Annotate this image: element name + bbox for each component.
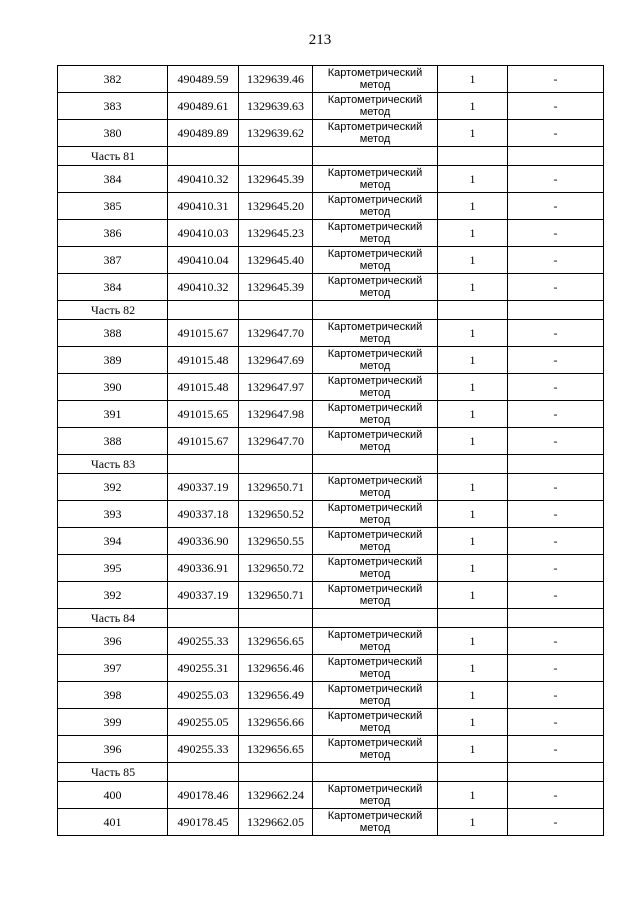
x-coordinate-cell: 491015.67 [168,320,239,347]
table-row [58,220,604,247]
table-row [58,628,604,655]
method-text-line: метод [359,668,391,680]
method-text-line: Картометрический [327,737,423,749]
method-cell [313,347,438,374]
method-text-line: метод [359,749,391,761]
part-header-row [58,301,604,320]
accuracy-cell: 1 [438,347,508,374]
empty-cell [438,455,508,474]
accuracy-cell: 1 [438,628,508,655]
point-number-cell: 394 [58,528,168,555]
part-header-row [58,455,604,474]
method-text-line: метод [359,822,391,834]
empty-cell [508,455,604,474]
table-row [58,66,604,93]
method-text-line: Картометрический [327,583,423,595]
y-coordinate-cell: 1329647.97 [239,374,313,401]
accuracy-cell: 1 [438,474,508,501]
point-number-cell: 385 [58,193,168,220]
y-coordinate-cell: 1329647.98 [239,401,313,428]
description-cell: - [508,401,604,428]
table-row [58,501,604,528]
description-cell: - [508,347,604,374]
table-row [58,347,604,374]
method-text-line: Картометрический [327,248,423,260]
x-coordinate-cell: 491015.67 [168,428,239,455]
accuracy-cell: 1 [438,166,508,193]
empty-cell [168,609,239,628]
description-cell: - [508,628,604,655]
table-row [58,582,604,609]
empty-cell [239,455,313,474]
method-text-line: метод [359,179,391,191]
x-coordinate-cell: 491015.48 [168,347,239,374]
method-text-line: Картометрический [327,810,423,822]
y-coordinate-cell: 1329645.39 [239,166,313,193]
method-text-line: метод [359,333,391,345]
empty-cell [313,301,438,320]
part-header-row [58,609,604,628]
table-row [58,428,604,455]
method-text-line: метод [359,487,391,499]
method-cell [313,401,438,428]
description-cell: - [508,528,604,555]
description-cell: - [508,274,604,301]
x-coordinate-cell: 490410.31 [168,193,239,220]
method-text-line: метод [359,287,391,299]
description-cell: - [508,474,604,501]
empty-cell [313,455,438,474]
method-cell [313,528,438,555]
empty-cell [168,455,239,474]
accuracy-cell: 1 [438,782,508,809]
method-cell [313,628,438,655]
method-cell [313,274,438,301]
description-cell: - [508,809,604,836]
x-coordinate-cell: 490336.90 [168,528,239,555]
description-cell: - [508,709,604,736]
part-label: Часть 85 [58,763,168,782]
table-row [58,166,604,193]
point-number-cell: 388 [58,320,168,347]
y-coordinate-cell: 1329650.71 [239,474,313,501]
point-number-cell: 380 [58,120,168,147]
method-cell [313,320,438,347]
method-cell [313,655,438,682]
description-cell: - [508,166,604,193]
method-text-line: Картометрический [327,321,423,333]
x-coordinate-cell: 490255.33 [168,628,239,655]
point-number-cell: 382 [58,66,168,93]
table-row [58,782,604,809]
method-text-line: Картометрический [327,167,423,179]
method-text-line: Картометрический [327,221,423,233]
accuracy-cell: 1 [438,555,508,582]
y-coordinate-cell: 1329645.40 [239,247,313,274]
accuracy-cell: 1 [438,501,508,528]
point-number-cell: 393 [58,501,168,528]
point-number-cell: 386 [58,220,168,247]
point-number-cell: 384 [58,166,168,193]
method-text-line: метод [359,133,391,145]
method-text-line: Картометрический [327,429,423,441]
description-cell: - [508,120,604,147]
method-text-line: Картометрический [327,375,423,387]
method-text-line: метод [359,233,391,245]
coordinates-table [57,65,604,836]
accuracy-cell: 1 [438,809,508,836]
method-text-line: Картометрический [327,529,423,541]
description-cell: - [508,501,604,528]
point-number-cell: 396 [58,628,168,655]
method-text-line: Картометрический [327,402,423,414]
table-row [58,320,604,347]
y-coordinate-cell: 1329639.63 [239,93,313,120]
table-row [58,555,604,582]
method-text-line: метод [359,441,391,453]
part-label: Часть 82 [58,301,168,320]
method-text-line: Картометрический [327,656,423,668]
method-text-line: Картометрический [327,502,423,514]
method-text-line: Картометрический [327,475,423,487]
method-text-line: Картометрический [327,67,423,79]
accuracy-cell: 1 [438,66,508,93]
table-row [58,655,604,682]
method-text-line: метод [359,106,391,118]
y-coordinate-cell: 1329639.46 [239,66,313,93]
method-cell [313,474,438,501]
method-text-line: Картометрический [327,783,423,795]
table-row [58,809,604,836]
method-cell [313,120,438,147]
method-cell [313,582,438,609]
x-coordinate-cell: 490337.18 [168,501,239,528]
method-text-line: метод [359,641,391,653]
method-cell [313,555,438,582]
empty-cell [313,147,438,166]
accuracy-cell: 1 [438,655,508,682]
table-row [58,736,604,763]
description-cell: - [508,736,604,763]
description-cell: - [508,93,604,120]
accuracy-cell: 1 [438,582,508,609]
page-number: 213 [308,32,332,48]
method-text-line: метод [359,722,391,734]
accuracy-cell: 1 [438,401,508,428]
method-cell [313,193,438,220]
accuracy-cell: 1 [438,682,508,709]
table-row [58,193,604,220]
x-coordinate-cell: 491015.65 [168,401,239,428]
method-text-line: метод [359,795,391,807]
method-cell [313,682,438,709]
point-number-cell: 388 [58,428,168,455]
method-cell [313,166,438,193]
method-cell [313,709,438,736]
method-text-line: Картометрический [327,194,423,206]
x-coordinate-cell: 490337.19 [168,582,239,609]
method-text-line: метод [359,695,391,707]
method-text-line: Картометрический [327,710,423,722]
empty-cell [168,763,239,782]
empty-cell [239,147,313,166]
method-text-line: Картометрический [327,683,423,695]
accuracy-cell: 1 [438,528,508,555]
description-cell: - [508,193,604,220]
part-label: Часть 81 [58,147,168,166]
y-coordinate-cell: 1329647.70 [239,428,313,455]
table-row [58,401,604,428]
table-row [58,474,604,501]
accuracy-cell: 1 [438,374,508,401]
x-coordinate-cell: 490255.03 [168,682,239,709]
table-row [58,274,604,301]
empty-cell [313,609,438,628]
y-coordinate-cell: 1329645.23 [239,220,313,247]
method-text-line: Картометрический [327,275,423,287]
point-number-cell: 389 [58,347,168,374]
x-coordinate-cell: 490410.04 [168,247,239,274]
method-text-line: метод [359,260,391,272]
method-text-line: Картометрический [327,556,423,568]
empty-cell [438,147,508,166]
point-number-cell: 401 [58,809,168,836]
method-text-line: метод [359,387,391,399]
y-coordinate-cell: 1329650.52 [239,501,313,528]
description-cell: - [508,66,604,93]
x-coordinate-cell: 490410.03 [168,220,239,247]
method-cell [313,782,438,809]
y-coordinate-cell: 1329645.39 [239,274,313,301]
empty-cell [438,301,508,320]
table-row [58,93,604,120]
method-cell [313,66,438,93]
accuracy-cell: 1 [438,428,508,455]
empty-cell [239,763,313,782]
accuracy-cell: 1 [438,320,508,347]
y-coordinate-cell: 1329656.46 [239,655,313,682]
method-cell [313,809,438,836]
point-number-cell: 392 [58,582,168,609]
point-number-cell: 383 [58,93,168,120]
method-text-line: Картометрический [327,348,423,360]
description-cell: - [508,220,604,247]
method-text-line: метод [359,206,391,218]
point-number-cell: 397 [58,655,168,682]
y-coordinate-cell: 1329650.72 [239,555,313,582]
method-text-line: метод [359,568,391,580]
x-coordinate-cell: 490489.89 [168,120,239,147]
part-label: Часть 84 [58,609,168,628]
x-coordinate-cell: 490178.46 [168,782,239,809]
x-coordinate-cell: 490178.45 [168,809,239,836]
empty-cell [508,609,604,628]
method-cell [313,93,438,120]
y-coordinate-cell: 1329656.49 [239,682,313,709]
y-coordinate-cell: 1329656.65 [239,736,313,763]
description-cell: - [508,320,604,347]
x-coordinate-cell: 490337.19 [168,474,239,501]
part-label: Часть 83 [58,455,168,474]
method-text-line: метод [359,514,391,526]
method-cell [313,220,438,247]
table-row [58,528,604,555]
point-number-cell: 387 [58,247,168,274]
y-coordinate-cell: 1329656.66 [239,709,313,736]
description-cell: - [508,782,604,809]
point-number-cell: 390 [58,374,168,401]
empty-cell [438,763,508,782]
accuracy-cell: 1 [438,736,508,763]
accuracy-cell: 1 [438,274,508,301]
description-cell: - [508,655,604,682]
method-cell [313,247,438,274]
method-cell [313,736,438,763]
method-text-line: Картометрический [327,94,423,106]
x-coordinate-cell: 490255.33 [168,736,239,763]
method-cell [313,374,438,401]
method-text-line: Картометрический [327,121,423,133]
empty-cell [508,147,604,166]
method-text-line: метод [359,595,391,607]
empty-cell [508,763,604,782]
x-coordinate-cell: 490410.32 [168,274,239,301]
empty-cell [239,301,313,320]
description-cell: - [508,374,604,401]
coordinates-table-body [58,66,604,836]
x-coordinate-cell: 490255.05 [168,709,239,736]
point-number-cell: 395 [58,555,168,582]
y-coordinate-cell: 1329662.05 [239,809,313,836]
method-text-line: метод [359,79,391,91]
empty-cell [168,301,239,320]
x-coordinate-cell: 490255.31 [168,655,239,682]
table-row [58,120,604,147]
y-coordinate-cell: 1329645.20 [239,193,313,220]
x-coordinate-cell: 490336.91 [168,555,239,582]
y-coordinate-cell: 1329650.71 [239,582,313,609]
method-text-line: метод [359,360,391,372]
description-cell: - [508,555,604,582]
accuracy-cell: 1 [438,709,508,736]
description-cell: - [508,582,604,609]
description-cell: - [508,682,604,709]
accuracy-cell: 1 [438,120,508,147]
x-coordinate-cell: 490410.32 [168,166,239,193]
y-coordinate-cell: 1329639.62 [239,120,313,147]
description-cell: - [508,247,604,274]
point-number-cell: 396 [58,736,168,763]
y-coordinate-cell: 1329647.70 [239,320,313,347]
x-coordinate-cell: 490489.59 [168,66,239,93]
accuracy-cell: 1 [438,220,508,247]
point-number-cell: 391 [58,401,168,428]
y-coordinate-cell: 1329656.65 [239,628,313,655]
accuracy-cell: 1 [438,247,508,274]
empty-cell [313,763,438,782]
part-header-row [58,147,604,166]
point-number-cell: 399 [58,709,168,736]
table-row [58,374,604,401]
y-coordinate-cell: 1329647.69 [239,347,313,374]
method-cell [313,501,438,528]
empty-cell [438,609,508,628]
method-cell [313,428,438,455]
table-row [58,682,604,709]
method-text-line: метод [359,414,391,426]
point-number-cell: 392 [58,474,168,501]
method-text-line: Картометрический [327,629,423,641]
accuracy-cell: 1 [438,193,508,220]
empty-cell [508,301,604,320]
table-row [58,709,604,736]
table-row [58,247,604,274]
method-text-line: метод [359,541,391,553]
description-cell: - [508,428,604,455]
empty-cell [168,147,239,166]
point-number-cell: 400 [58,782,168,809]
point-number-cell: 384 [58,274,168,301]
x-coordinate-cell: 491015.48 [168,374,239,401]
point-number-cell: 398 [58,682,168,709]
x-coordinate-cell: 490489.61 [168,93,239,120]
empty-cell [239,609,313,628]
accuracy-cell: 1 [438,93,508,120]
y-coordinate-cell: 1329662.24 [239,782,313,809]
y-coordinate-cell: 1329650.55 [239,528,313,555]
part-header-row [58,763,604,782]
